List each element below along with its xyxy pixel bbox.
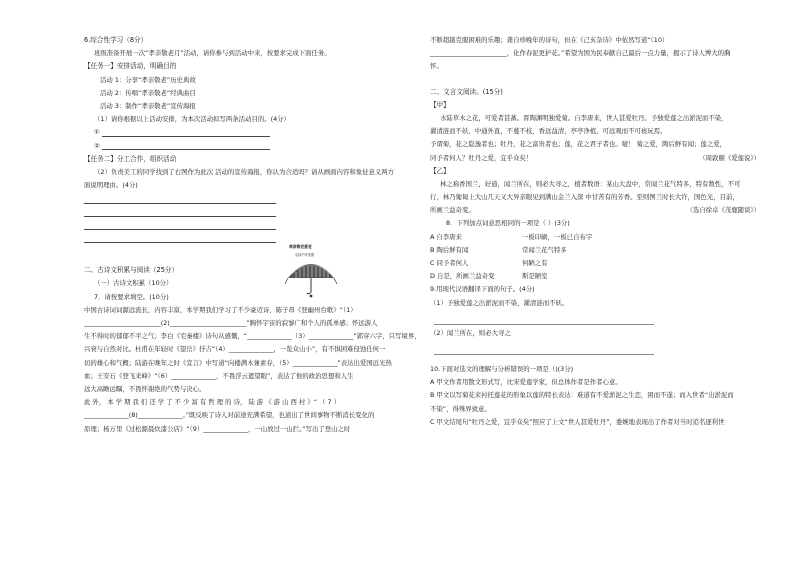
answer-line-1 <box>84 128 396 137</box>
poem-para-1f: 血；王安石《登飞来峰》“（6）______________，不畏浮云遮望眼”，表达了他的政治思想和人生 <box>84 371 354 380</box>
q9-answer-field-1[interactable] <box>434 312 654 325</box>
right-column <box>430 36 760 431</box>
poem-para-1c: 生不得时的郁郁不平之气；李白《宅秦楼》诗句从感慨，“______________（3）______________”郭穿六字，只写境界， <box>84 332 421 341</box>
poem-para-2c: 原理；杨万里《过松源晨炊漆公店》“（9）______________，一山放过一山拦。”写出了登山之时 <box>84 424 351 433</box>
q8-option-b[interactable]: B 陶后鲜有闻 常闻兰花气特多 <box>430 245 567 254</box>
q9-item-2: （2）闻兰所在，则必大寻之 <box>430 328 511 337</box>
poem-para-1e: 切的雄心和气概；陆游在晚年之时《宣言》中写道“向楼满木兼素春，（5）______________”表达出爱国远光热 <box>84 358 392 367</box>
q8-option-a[interactable]: A 自李唐来 一板印刷，一板已自布字 <box>430 232 593 241</box>
q8-option-d[interactable]: D 自是，所画兰益奇变 斯是陋室 <box>430 272 548 281</box>
circle-1: ① <box>94 128 100 137</box>
q9-item-1: （1）予独爱莲之出淤泥而不染，濯清涟而不妖。 <box>430 298 569 307</box>
q2-answer-field-1[interactable] <box>84 194 276 204</box>
poem-para-1b: ________________________(2)________________________”胸怀宇宙的寂寥广和个人的孤单感；怀远游人 <box>84 319 378 327</box>
subsection-1-title: （一）古诗文积累（10分） <box>94 279 173 288</box>
poem-para-3b: ________________________，化作春泥更护花。”希望为国为民奉献自己最后一点力量，揭示了诗人博大的胸 <box>430 49 731 58</box>
poster-image <box>283 244 339 306</box>
poem-para-1a: 中国古诗词词源远流长，内容丰富，本学期我们学习了不少豪迈诗，陈子昂《登幽州台歌》“（1） <box>84 305 357 314</box>
answer-line-2 <box>84 142 396 151</box>
poem-para-2b: ______________(8)______________。”既反映了诗人对前途充满希望，也道出了世间事物不断消长变化的 <box>84 411 375 420</box>
q2-prompt-a: （2）负责美工的同学找到了右图作为此次 活动的宣传海报，你认为合适吗？请从画面内容和象征意义两方 <box>94 167 395 176</box>
poem-para-3c: 怀。 <box>430 62 443 71</box>
q2-answer-field-2[interactable] <box>84 207 276 217</box>
q10-option-b-2: 不染”，得殊界致意。 <box>430 404 491 413</box>
passage-jia-label: 【甲】 <box>430 100 450 109</box>
passage-yi-line-3 <box>430 206 760 215</box>
q10-prompt: 10.下面对选文的理解与分析错误的一项是（)(3分) <box>430 364 574 373</box>
passage-jia-line-1: 水陆草木之花，可爱者甚蕃。晋陶渊明独爱菊。自李唐来，世人甚爱牡丹。予独爱莲之出淤泥而不染， <box>440 113 728 122</box>
passage-jia-line-3: 予谓菊，花之隐逸者也；牡丹，花之富贵者也；莲，花之君子者也。噫！ 菊之爱，陶后鲜有闻；莲之爱， <box>430 140 726 149</box>
q2-prompt-b: 面说明理由。(4分) <box>84 181 138 190</box>
passage-jia-line-4-text: 同予者何人？牡丹之爱，宜乎众矣！ <box>430 153 533 162</box>
q10-option-a[interactable]: A 甲文作者用散文形式写，比宋爱莲学家，但总体作者是作者心意。 <box>430 378 622 387</box>
passage-yi-source: （选自徐卓《茂鹿随谈》） <box>686 206 760 215</box>
q8-prompt: 8．下列加点词意思相同的一项是（ ）(3分) <box>446 219 570 228</box>
poem-para-2a: 此 外， 本 学 期 我 们 还 学 了 不 少 富 有 哲 理 的 诗， 陆 游 《 游 山 西 村 》“ （ 7 ） <box>84 398 340 407</box>
answer-field-1[interactable] <box>102 129 270 137</box>
left-column <box>84 36 421 438</box>
q1-prompt: （1）请你根据以上活动安排，为本次活动拟写两条活动目的。(4分） <box>94 115 290 124</box>
circle-2: ② <box>94 141 100 150</box>
poem-para-1d: 兴衰与自然对比。杜甫在年轻时《望岳》抒吉“（4）______________，一览众山小”，有不惧困难侵蚀任何一 <box>84 345 386 354</box>
poem-para-1g: 远大高瞻远瞩，不畏怀谢绝的气势与决心。 <box>84 384 206 393</box>
activity-3: 活动 3：制作“孝亲敬老”宣传海报 <box>100 101 196 110</box>
passage-jia-source: （周敦颐《爱莲说》） <box>699 153 760 162</box>
passage-jia-line-4 <box>430 154 760 163</box>
activity-1: 活动 1：分享“孝亲敬老”历史典故 <box>100 75 196 84</box>
q2-answer-lines <box>84 194 276 243</box>
task1-title: 【任务一】安排活动，明确目的 <box>84 62 177 71</box>
q8-option-c[interactable]: C 同予者何人 何陋之有 <box>430 259 548 267</box>
q6-title: 6.综合性学习（8分） <box>84 36 148 44</box>
q7-prompt: 7．请按要求填空。(10分) <box>94 292 169 301</box>
q10-option-c[interactable]: C 甲文结尾句“牡丹之爱，宜乎众矣”照应了上文“世人甚爱牡丹”，委婉地表现出了作者对当时追名逐利世 <box>430 417 725 426</box>
passage-yi-line-2: 行，林乃匍匐上大山几天又大异亲眼见到满山金兰入深 中甘苦有的芳香。至则图兰时长大许，国色光，目前， <box>430 193 739 202</box>
q2-answer-field-3[interactable] <box>84 220 276 230</box>
task2-title: 【任务二】分工合作，组织活动 <box>84 154 177 163</box>
q9-prompt: 9.用现代汉语翻译下面的句子。(4分) <box>430 285 535 294</box>
q10-option-b-1[interactable]: B 甲文以写菊花来衬托莲花的形象以莲的特长表达：难道有不爱淤泥之生恋，困而不遂；而入世者“出淤泥而 <box>430 391 734 400</box>
q2-answer-field-4[interactable] <box>84 233 276 243</box>
q6-intro: 班级准备开展一次“孝亲敬老月”活动，请你参与到活动中来，按要求完成下面任务。 <box>94 49 331 58</box>
poem-para-3a: 不断超越克服困难的乐趣；龚自珍晚年的诗句，但在《己亥杂诗》中依然写道“（10） <box>430 36 669 44</box>
answer-field-2[interactable] <box>102 142 270 150</box>
activity-2: 活动 2：传唱“孝亲敬老”经典曲目 <box>100 88 196 97</box>
passage-yi-label: 【乙】 <box>430 166 450 175</box>
classical-section-title: 二、文言文阅读。(15分) <box>430 87 503 96</box>
passage-jia-line-2: 濯清涟而不妖，中通外直，不蔓不枝，香远益清，亭亭净植，可远观而不可亵玩焉。 <box>430 127 667 136</box>
section-2-title: 二、古诗文积累与阅读（25分） <box>84 266 179 275</box>
umbrella-figures-icon <box>283 244 339 306</box>
poster-subtitle: 弘扬中华美德 <box>295 253 315 257</box>
passage-yi-line-1: 林之称香国兰，好道，闻兰所在，则必大寻之，植者数语：某山大盘中，常闻兰花气特多，特有数性，不可 <box>440 179 741 188</box>
passage-yi-line-3-text: 所画兰益奇变。 <box>430 206 475 215</box>
q9-answer-field-2[interactable] <box>434 342 654 355</box>
poster-title: 孝亲敬老爱老 <box>289 244 312 249</box>
